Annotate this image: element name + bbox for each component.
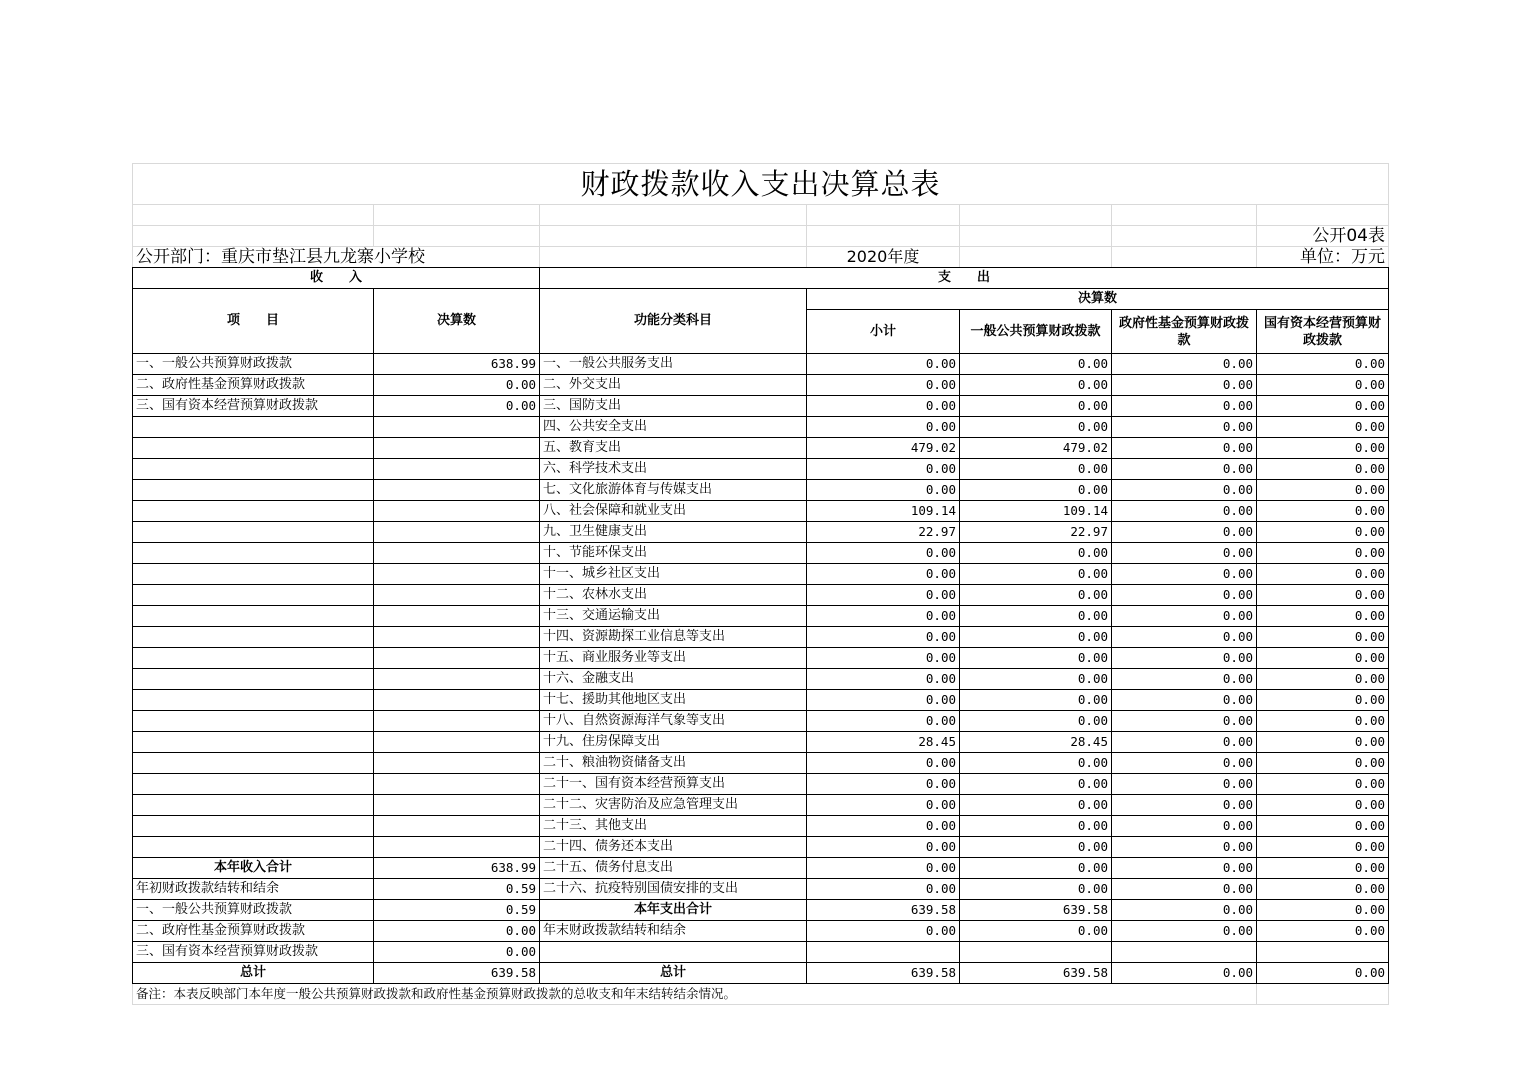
table-row [133,816,1389,837]
subtotal-header: 小计 [807,310,960,354]
gov-fund-cell: 0.00 [1112,606,1257,627]
table-row [133,900,1389,921]
state-capital-cell: 0.00 [1257,963,1389,984]
state-capital-cell: 0.00 [1257,543,1389,564]
general-budget-cell: 0.00 [960,606,1112,627]
expense-item-cell: 二、外交支出 [540,375,807,396]
gov-fund-cell: 0.00 [1112,627,1257,648]
subtotal-cell: 0.00 [807,543,960,564]
gov-fund-cell: 0.00 [1112,438,1257,459]
subtotal-cell: 0.00 [807,837,960,858]
gov-fund-cell: 0.00 [1112,543,1257,564]
expense-item-cell: 十七、援助其他地区支出 [540,690,807,711]
income-value-cell: 638.99 [374,354,540,375]
form-number: 公开04表 [1257,226,1389,247]
income-item-cell [133,690,374,711]
gov-fund-cell: 0.00 [1112,669,1257,690]
final-amount-group-header: 决算数 [807,289,1389,310]
state-capital-cell: 0.00 [1257,711,1389,732]
state-capital-cell: 0.00 [1257,669,1389,690]
general-budget-cell: 0.00 [960,921,1112,942]
state-capital-cell: 0.00 [1257,459,1389,480]
expense-item-cell: 十四、资源勘探工业信息等支出 [540,627,807,648]
gov-fund-cell: 0.00 [1112,564,1257,585]
table-row [133,354,1389,375]
table-row [133,375,1389,396]
general-budget-cell: 0.00 [960,480,1112,501]
income-value-cell [374,669,540,690]
subtotal-cell: 0.00 [807,753,960,774]
subtotal-cell: 639.58 [807,900,960,921]
income-value-cell [374,837,540,858]
gov-fund-cell: 0.00 [1112,585,1257,606]
subtotal-cell: 0.00 [807,690,960,711]
table-row [133,396,1389,417]
state-capital-cell: 0.00 [1257,837,1389,858]
general-budget-cell: 0.00 [960,648,1112,669]
income-item-cell [133,522,374,543]
subtotal-cell: 0.00 [807,627,960,648]
expense-item-cell: 二十六、抗疫特别国债安排的支出 [540,879,807,900]
gov-fund-cell: 0.00 [1112,795,1257,816]
state-capital-cell: 0.00 [1257,501,1389,522]
expense-item-cell: 二十、粮油物资储备支出 [540,753,807,774]
gov-fund-cell: 0.00 [1112,690,1257,711]
subtotal-cell: 0.00 [807,417,960,438]
general-budget-cell [960,942,1112,963]
income-item-cell [133,501,374,522]
general-budget-cell: 0.00 [960,669,1112,690]
general-budget-cell: 0.00 [960,585,1112,606]
income-value-cell: 0.00 [374,396,540,417]
general-budget-cell: 0.00 [960,753,1112,774]
gov-fund-cell: 0.00 [1112,522,1257,543]
table-row [133,501,1389,522]
general-budget-cell: 109.14 [960,501,1112,522]
gov-fund-cell: 0.00 [1112,837,1257,858]
gov-fund-cell: 0.00 [1112,459,1257,480]
table-row [133,480,1389,501]
general-budget-cell: 0.00 [960,690,1112,711]
income-item-cell [133,480,374,501]
expense-item-cell: 十八、自然资源海洋气象等支出 [540,711,807,732]
table-row [133,627,1389,648]
expense-header: 支 出 [540,268,1389,289]
income-item-cell [133,564,374,585]
income-item-cell [133,795,374,816]
table-row [133,669,1389,690]
general-budget-cell: 0.00 [960,396,1112,417]
income-item-cell [133,711,374,732]
income-item-cell: 二、政府性基金预算财政拨款 [133,375,374,396]
expense-item-cell: 十、节能环保支出 [540,543,807,564]
income-header: 收 入 [133,268,540,289]
expense-item-cell: 三、国防支出 [540,396,807,417]
table-row [133,711,1389,732]
expense-item-cell: 一、一般公共服务支出 [540,354,807,375]
income-item-cell: 本年收入合计 [133,858,374,879]
table-note: 备注：本表反映部门本年度一般公共预算财政拨款和政府性基金预算财政拨款的总收支和年末结转结余情况。 [133,984,1257,1005]
income-value-cell: 639.58 [374,963,540,984]
gov-fund-cell: 0.00 [1112,375,1257,396]
general-budget-cell: 0.00 [960,459,1112,480]
income-value-cell [374,501,540,522]
expense-item-cell: 二十四、债务还本支出 [540,837,807,858]
expense-item-cell: 二十三、其他支出 [540,816,807,837]
subtotal-cell: 0.00 [807,648,960,669]
income-item-cell [133,627,374,648]
general-budget-cell: 28.45 [960,732,1112,753]
expense-item-cell [540,942,807,963]
expense-item-cell: 总计 [540,963,807,984]
general-budget-cell: 0.00 [960,417,1112,438]
income-value-cell [374,438,540,459]
subtotal-cell: 0.00 [807,921,960,942]
income-item-cell: 年初财政拨款结转和结余 [133,879,374,900]
expense-item-cell: 九、卫生健康支出 [540,522,807,543]
final-amount-header: 决算数 [374,289,540,354]
income-item-cell: 一、一般公共预算财政拨款 [133,354,374,375]
income-item-cell [133,459,374,480]
income-value-cell: 638.99 [374,858,540,879]
gov-fund-cell: 0.00 [1112,648,1257,669]
general-budget-cell: 0.00 [960,879,1112,900]
table-row [133,690,1389,711]
expense-item-cell: 二十一、国有资本经营预算支出 [540,774,807,795]
subtotal-cell: 0.00 [807,585,960,606]
general-budget-cell: 0.00 [960,627,1112,648]
subtotal-cell: 0.00 [807,354,960,375]
state-capital-cell: 0.00 [1257,648,1389,669]
state-capital-cell: 0.00 [1257,480,1389,501]
table-row [133,795,1389,816]
income-item-cell: 三、国有资本经营预算财政拨款 [133,942,374,963]
income-item-cell: 三、国有资本经营预算财政拨款 [133,396,374,417]
gov-fund-cell: 0.00 [1112,858,1257,879]
state-capital-cell: 0.00 [1257,690,1389,711]
general-budget-cell: 0.00 [960,375,1112,396]
state-capital-cell: 0.00 [1257,606,1389,627]
subtotal-cell: 0.00 [807,669,960,690]
gov-fund-cell [1112,942,1257,963]
table-row [133,753,1389,774]
subtotal-cell: 0.00 [807,480,960,501]
state-capital-cell: 0.00 [1257,564,1389,585]
state-capital-cell: 0.00 [1257,732,1389,753]
state-capital-cell: 0.00 [1257,753,1389,774]
expense-item-cell: 十九、住房保障支出 [540,732,807,753]
subtotal-cell: 0.00 [807,816,960,837]
expense-item-cell: 八、社会保障和就业支出 [540,501,807,522]
table-row [133,858,1389,879]
subtotal-cell: 0.00 [807,396,960,417]
income-value-cell [374,585,540,606]
item-header: 项 目 [133,289,374,354]
income-value-cell [374,522,540,543]
subtotal-cell: 22.97 [807,522,960,543]
income-item-cell [133,648,374,669]
state-capital-header: 国有资本经营预算财政拨款 [1257,310,1389,354]
table-row [133,585,1389,606]
income-value-cell: 0.59 [374,900,540,921]
expense-item-cell: 六、科学技术支出 [540,459,807,480]
table-row [133,648,1389,669]
income-item-cell: 一、一般公共预算财政拨款 [133,900,374,921]
state-capital-cell: 0.00 [1257,627,1389,648]
state-capital-cell: 0.00 [1257,522,1389,543]
table-row [133,522,1389,543]
gov-fund-cell: 0.00 [1112,480,1257,501]
gov-fund-header: 政府性基金预算财政拨款 [1112,310,1257,354]
income-item-cell [133,732,374,753]
income-value-cell: 0.00 [374,942,540,963]
state-capital-cell: 0.00 [1257,438,1389,459]
state-capital-cell: 0.00 [1257,354,1389,375]
state-capital-cell: 0.00 [1257,858,1389,879]
general-budget-cell: 0.00 [960,837,1112,858]
subtotal-cell: 0.00 [807,879,960,900]
income-value-cell [374,480,540,501]
expense-item-cell: 十五、商业服务业等支出 [540,648,807,669]
general-budget-cell: 0.00 [960,564,1112,585]
income-value-cell [374,417,540,438]
subtotal-cell [807,942,960,963]
income-value-cell [374,543,540,564]
general-budget-cell: 0.00 [960,795,1112,816]
expense-item-cell: 十三、交通运输支出 [540,606,807,627]
expense-item-cell: 四、公共安全支出 [540,417,807,438]
expense-item-cell: 二十二、灾害防治及应急管理支出 [540,795,807,816]
state-capital-cell: 0.00 [1257,375,1389,396]
income-value-cell [374,711,540,732]
subtotal-cell: 0.00 [807,564,960,585]
gov-fund-cell: 0.00 [1112,354,1257,375]
income-value-cell: 0.59 [374,879,540,900]
income-value-cell [374,564,540,585]
general-budget-header: 一般公共预算财政拨款 [960,310,1112,354]
state-capital-cell: 0.00 [1257,921,1389,942]
income-item-cell [133,585,374,606]
state-capital-cell: 0.00 [1257,774,1389,795]
state-capital-cell: 0.00 [1257,879,1389,900]
page-title: 财政拨款收入支出决算总表 [133,164,1389,205]
expense-item-cell: 二十五、债务付息支出 [540,858,807,879]
income-value-cell [374,627,540,648]
income-value-cell [374,753,540,774]
state-capital-cell: 0.00 [1257,396,1389,417]
income-item-cell [133,417,374,438]
general-budget-cell: 0.00 [960,774,1112,795]
income-value-cell [374,648,540,669]
income-value-cell [374,606,540,627]
general-budget-cell: 0.00 [960,354,1112,375]
income-value-cell [374,816,540,837]
gov-fund-cell: 0.00 [1112,753,1257,774]
income-value-cell [374,774,540,795]
expense-item-cell: 本年支出合计 [540,900,807,921]
gov-fund-cell: 0.00 [1112,816,1257,837]
table-row [133,963,1389,984]
subtotal-cell: 0.00 [807,774,960,795]
income-value-cell: 0.00 [374,375,540,396]
expense-item-cell: 十一、城乡社区支出 [540,564,807,585]
subtotal-cell: 109.14 [807,501,960,522]
subtotal-cell: 639.58 [807,963,960,984]
income-value-cell [374,732,540,753]
table-row [133,459,1389,480]
gov-fund-cell: 0.00 [1112,921,1257,942]
gov-fund-cell: 0.00 [1112,711,1257,732]
gov-fund-cell: 0.00 [1112,879,1257,900]
income-item-cell [133,774,374,795]
table-row [133,732,1389,753]
gov-fund-cell: 0.00 [1112,732,1257,753]
expense-item-cell: 十二、农林水支出 [540,585,807,606]
subtotal-cell: 0.00 [807,858,960,879]
income-item-cell [133,543,374,564]
income-item-cell [133,837,374,858]
general-budget-cell: 22.97 [960,522,1112,543]
budget-table [132,163,1389,1005]
table-row [133,921,1389,942]
general-budget-cell: 0.00 [960,858,1112,879]
table-row [133,438,1389,459]
gov-fund-cell: 0.00 [1112,774,1257,795]
subtotal-cell: 0.00 [807,459,960,480]
subtotal-cell: 0.00 [807,795,960,816]
general-budget-cell: 0.00 [960,543,1112,564]
income-item-cell [133,606,374,627]
general-budget-cell: 639.58 [960,963,1112,984]
gov-fund-cell: 0.00 [1112,396,1257,417]
subtotal-cell: 0.00 [807,375,960,396]
subtotal-cell: 28.45 [807,732,960,753]
state-capital-cell: 0.00 [1257,900,1389,921]
fiscal-year: 2020年度 [807,247,960,268]
income-item-cell: 二、政府性基金预算财政拨款 [133,921,374,942]
department-label: 公开部门：重庆市垫江县九龙寨小学校 [133,247,540,268]
general-budget-cell: 639.58 [960,900,1112,921]
income-item-cell: 总计 [133,963,374,984]
table-row [133,942,1389,963]
subtotal-cell: 479.02 [807,438,960,459]
table-row [133,606,1389,627]
income-value-cell [374,795,540,816]
income-value-cell [374,459,540,480]
general-budget-cell: 0.00 [960,711,1112,732]
general-budget-cell: 479.02 [960,438,1112,459]
income-value-cell: 0.00 [374,921,540,942]
gov-fund-cell: 0.00 [1112,501,1257,522]
unit-label: 单位：万元 [1257,247,1389,268]
function-category-header: 功能分类科目 [540,289,807,354]
expense-item-cell: 五、教育支出 [540,438,807,459]
subtotal-cell: 0.00 [807,606,960,627]
gov-fund-cell: 0.00 [1112,963,1257,984]
income-item-cell [133,669,374,690]
general-budget-cell: 0.00 [960,816,1112,837]
subtotal-cell: 0.00 [807,711,960,732]
income-value-cell [374,690,540,711]
income-item-cell [133,816,374,837]
state-capital-cell: 0.00 [1257,816,1389,837]
table-row [133,417,1389,438]
table-row [133,564,1389,585]
table-row [133,879,1389,900]
income-item-cell [133,753,374,774]
expense-item-cell: 十六、金融支出 [540,669,807,690]
state-capital-cell: 0.00 [1257,795,1389,816]
table-row [133,543,1389,564]
state-capital-cell: 0.00 [1257,585,1389,606]
expense-item-cell: 年末财政拨款结转和结余 [540,921,807,942]
income-item-cell [133,438,374,459]
gov-fund-cell: 0.00 [1112,417,1257,438]
state-capital-cell: 0.00 [1257,417,1389,438]
state-capital-cell [1257,942,1389,963]
gov-fund-cell: 0.00 [1112,900,1257,921]
expense-item-cell: 七、文化旅游体育与传媒支出 [540,480,807,501]
table-row [133,774,1389,795]
table-row [133,837,1389,858]
